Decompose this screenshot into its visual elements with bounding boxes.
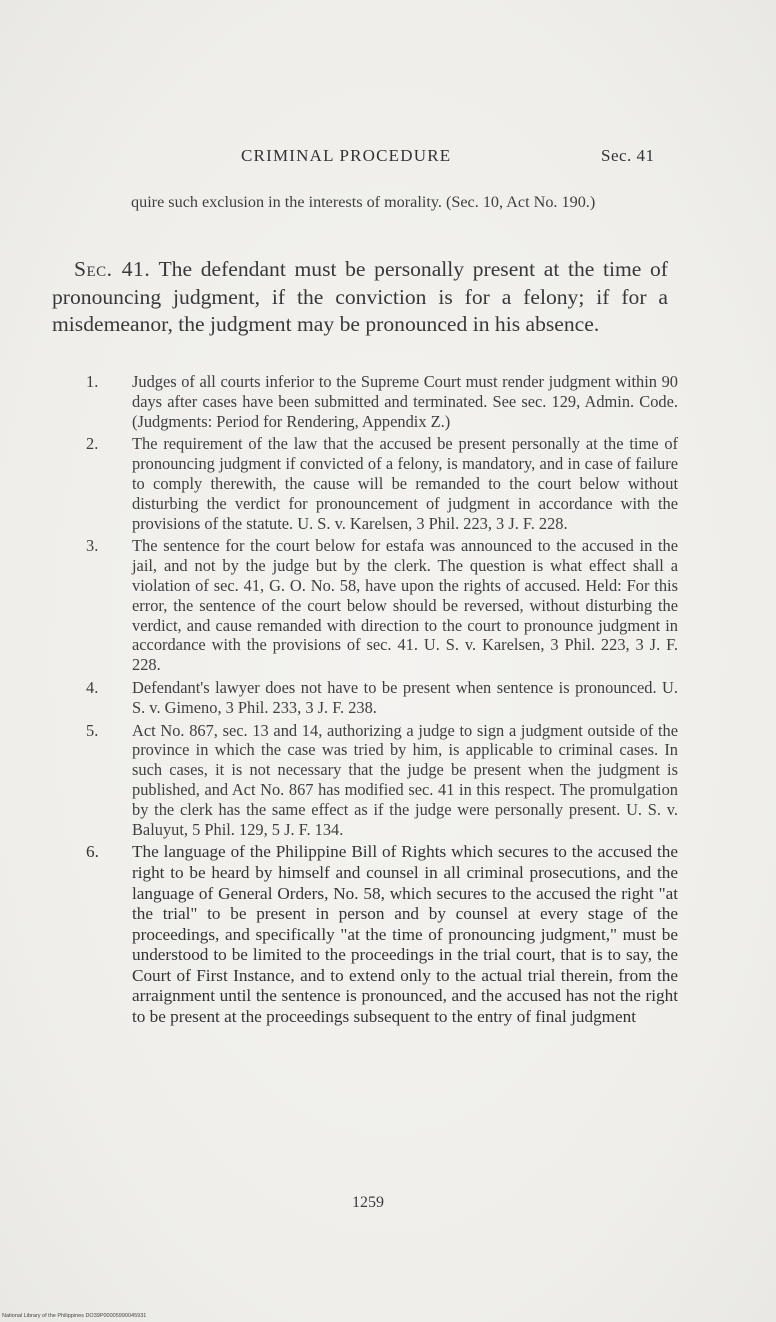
annotation-text: Act No. 867, sec. 13 and 14, authorizing a judge to sign a judgment outside of the province in which the case was tried by him, is applicable to criminal cases. In such cases, it is not necessary that the judge be present when the judgment is published, and Act No. 867 has modified sec. 41 in this respect. The promulgation by the clerk has the same effect as if the judge were personally present. U. S. v. Baluyut, 5 Phil. 129, 5 J. F. 134. [132,720,678,839]
annotation-item [86,721,678,840]
scan-footer-stamp: National Library of the Philippines DO39P00005990045931 [2,1313,147,1319]
annotation-text: Judges of all courts inferior to the Supreme Court must render judgment within 90 days after cases have been submitted and terminated. See sec. 129, Admin. Code. (Judgments: Period for Rendering, Appendix Z.) [132,372,678,431]
carryover-paragraph: quire such exclusion in the interests of morality. (Sec. 10, Act No. 190.) [131,193,596,211]
annotation-item [86,842,678,1027]
running-header [0,146,776,172]
annotation-text: The language of the Philippine Bill of Rights which secures to the accused the right to be heard by himself and counsel in all criminal prosecutions, and the language of General Orders, No. 58, which secures to the accused the right "at the trial" to be present in person and by counsel at every stage of the proceedings, and specifically "at the time of pronouncing judgment," must be understood to be limited to the proceedings in the trial court, that is to say, the Court of First Instance, and to extend only to the actual trial therein, from the arraignment until the sentence is pronounced, and the accused has not the right to be present at the proceedings subsequent to the entry of final judgment [132,842,678,1027]
annotation-text: The requirement of the law that the accused be present personally at the time of pronouncing judgment if convicted of a felony, is mandatory, and in case of failure to comply therewith, the cause will be remanded to the court below without disturbing the verdict for pronouncement of judgment in accordance with the provisions of the statute. U. S. v. Karelsen, 3 Phil. 223, 3 J. F. 228. [132,434,678,533]
annotation-text: The sentence for the court below for estafa was announced to the accused in the jail, and not by the judge but by the clerk. The question is what effect shall a violation of sec. 41, G. O. No. 58, have upon the rights of accused. Held: For this error, the sentence of the court below should be reversed, without disturbing the verdict, and cause remanded with direction to the court to pronounce judgment in accordance with the provisions of sec. 41. U. S. v. Karelsen, 3 Phil. 223, 3 J. F. 228. [132,536,678,675]
page-number: 1259 [352,1194,384,1211]
annotation-list [86,372,678,1028]
annotation-text: Defendant's lawyer does not have to be present when sentence is pronounced. U. S. v. Gimeno, 3 Phil. 233, 3 J. F. 238. [132,677,678,717]
section-number: Sec. 41. [74,257,151,281]
annotation-number: 6. [86,842,99,862]
section-reference: Sec. 41 [601,146,655,165]
annotation-number: 5. [86,720,99,740]
running-title: CRIMINAL PROCEDURE [241,146,452,165]
annotation-item [86,678,678,718]
annotation-item [86,434,678,533]
section-text: The defendant must be personally present at the time of pronouncing judgment, if the conviction is for a felony; if for a misdemeanor, the judgment may be pronounced in his absence. [52,257,668,336]
annotation-item [86,536,678,675]
annotation-item [86,372,678,431]
annotation-number: 4. [86,677,99,697]
annotation-number: 3. [86,536,99,556]
annotation-number: 1. [86,372,99,391]
annotation-number: 2. [86,434,99,454]
section-paragraph [52,256,668,339]
